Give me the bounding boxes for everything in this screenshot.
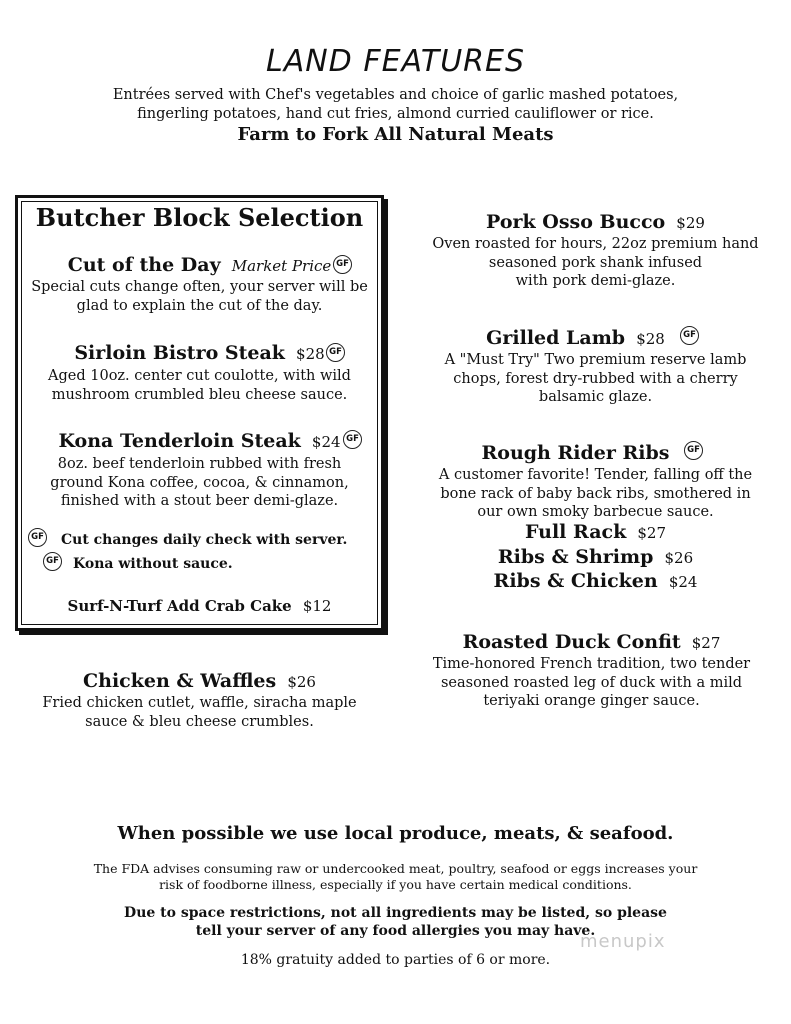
gluten-free-icon: GF — [343, 430, 362, 449]
fda-line: risk of foodborne illness, especially if you have certain medical conditions. — [159, 877, 632, 892]
addon-name: Surf-N-Turf Add Crab Cake — [67, 597, 292, 615]
menu-item-chicken-waffles — [15, 670, 384, 692]
desc-line: our own smoky barbecue sauce. — [477, 504, 714, 520]
gluten-free-icon: GF — [333, 255, 352, 274]
intro-text — [0, 86, 791, 124]
item-description — [400, 351, 791, 407]
menu-item-grilled-lamb — [380, 327, 771, 349]
item-description — [400, 235, 791, 291]
gluten-free-icon: GF — [43, 552, 62, 571]
intro-line-1: Entrées served with Chef's vegetables and choice of garlic mashed potatoes, — [112, 87, 679, 103]
desc-line: A "Must Try" Two premium reserve lamb — [444, 352, 747, 368]
page-title: LAND FEATURES — [266, 44, 525, 79]
ribs-option — [400, 521, 791, 543]
desc-line: Fried chicken cutlet, waffle, siracha maple — [42, 695, 357, 711]
item-price: $28 — [296, 345, 325, 363]
gratuity-note: 18% gratuity added to parties of 6 or more. — [240, 952, 551, 968]
desc-line: bone rack of baby back ribs, smothered in — [440, 485, 751, 502]
desc-line: 8oz. beef tenderloin rubbed with fresh — [57, 456, 342, 472]
local-produce-note: When possible we use local produce, meats, & seafood. — [117, 823, 674, 844]
item-description — [396, 655, 787, 711]
item-name: Rough Rider Ribs — [481, 442, 670, 464]
desc-line: ground Kona coffee, cocoa, & cinnamon, — [50, 474, 349, 491]
allergy-line: Due to space restrictions, not all ingredients may be listed, so please — [124, 905, 667, 921]
menu-item-rough-rider-ribs — [380, 442, 771, 464]
item-description — [15, 367, 384, 404]
menu-item-osso-bucco — [400, 211, 791, 233]
intro-line-2: fingerling potatoes, hand cut fries, almond curried cauliflower or rice. — [137, 106, 654, 122]
watermark-logo: menupix — [580, 931, 666, 952]
tagline: Farm to Fork All Natural Meats — [237, 124, 554, 145]
gf-note-kona: Kona without sauce. — [73, 556, 233, 572]
item-name: Grilled Lamb — [486, 327, 626, 349]
item-name: Sirloin Bistro Steak — [74, 342, 285, 364]
option-price: $24 — [668, 573, 698, 591]
option-name: Ribs & Shrimp — [497, 546, 654, 568]
desc-line: sauce & bleu cheese crumbles. — [85, 713, 314, 730]
item-price: $29 — [676, 214, 705, 232]
allergy-line: tell your server of any food allergies you may have. — [195, 923, 596, 939]
option-name: Ribs & Chicken — [493, 570, 658, 592]
ribs-option — [400, 570, 791, 592]
item-price: $27 — [691, 634, 721, 652]
desc-line: glad to explain the cut of the day. — [76, 297, 323, 314]
item-price: Market Price — [231, 257, 332, 275]
gluten-free-icon: GF — [684, 441, 703, 460]
ribs-option — [400, 546, 791, 568]
item-description — [15, 694, 384, 731]
addon-surf-n-turf — [15, 596, 384, 615]
gluten-free-icon: GF — [326, 343, 345, 362]
item-description — [15, 278, 384, 315]
desc-line: Oven roasted for hours, 22oz premium hand — [432, 236, 759, 252]
option-price: $27 — [637, 524, 667, 542]
item-price: $26 — [287, 673, 316, 691]
gluten-free-icon: GF — [680, 326, 699, 345]
item-price: $24 — [311, 433, 341, 451]
desc-line: balsamic glaze. — [538, 389, 653, 405]
gf-note-cut: Cut changes daily check with server. — [61, 532, 348, 548]
menu-item-kona — [15, 430, 384, 452]
desc-line: A customer favorite! Tender, falling off the — [438, 467, 753, 483]
menu-item-duck-confit — [396, 631, 787, 653]
allergy-note — [0, 904, 791, 940]
desc-line: chops, forest dry-rubbed with a cherry — [453, 370, 738, 387]
item-name: Roasted Duck Confit — [462, 631, 681, 653]
desc-line: Special cuts change often, your server will be — [31, 279, 368, 295]
addon-price: $12 — [302, 597, 332, 615]
item-name: Kona Tenderloin Steak — [58, 430, 301, 452]
item-name: Cut of the Day — [67, 254, 221, 276]
item-name: Chicken & Waffles — [83, 670, 277, 692]
desc-line: seasoned pork shank infused — [488, 254, 703, 271]
butcher-block-heading: Butcher Block Selection — [35, 203, 364, 232]
desc-line: Aged 10oz. center cut coulotte, with wild — [48, 368, 351, 384]
desc-line: mushroom crumbled bleu cheese sauce. — [51, 386, 348, 403]
item-price: $28 — [636, 330, 665, 348]
item-description — [400, 466, 791, 522]
desc-line: seasoned roasted leg of duck with a mild — [440, 674, 743, 691]
menu-item-cut-of-day — [15, 254, 384, 276]
item-description — [15, 455, 384, 511]
fda-line: The FDA advises consuming raw or undercooked meat, poultry, seafood or eggs increases your — [93, 861, 698, 876]
desc-line: teriyaki orange ginger sauce. — [483, 693, 700, 709]
desc-line: with pork demi-glaze. — [515, 273, 676, 289]
fda-advisory — [0, 861, 791, 893]
option-price: $26 — [664, 549, 694, 567]
gluten-free-icon: GF — [28, 528, 47, 547]
desc-line: Time-honored French tradition, two tender — [432, 656, 751, 672]
option-name: Full Rack — [524, 521, 627, 543]
item-name: Pork Osso Bucco — [486, 211, 666, 233]
desc-line: finished with a stout beer demi-glaze. — [60, 493, 339, 509]
